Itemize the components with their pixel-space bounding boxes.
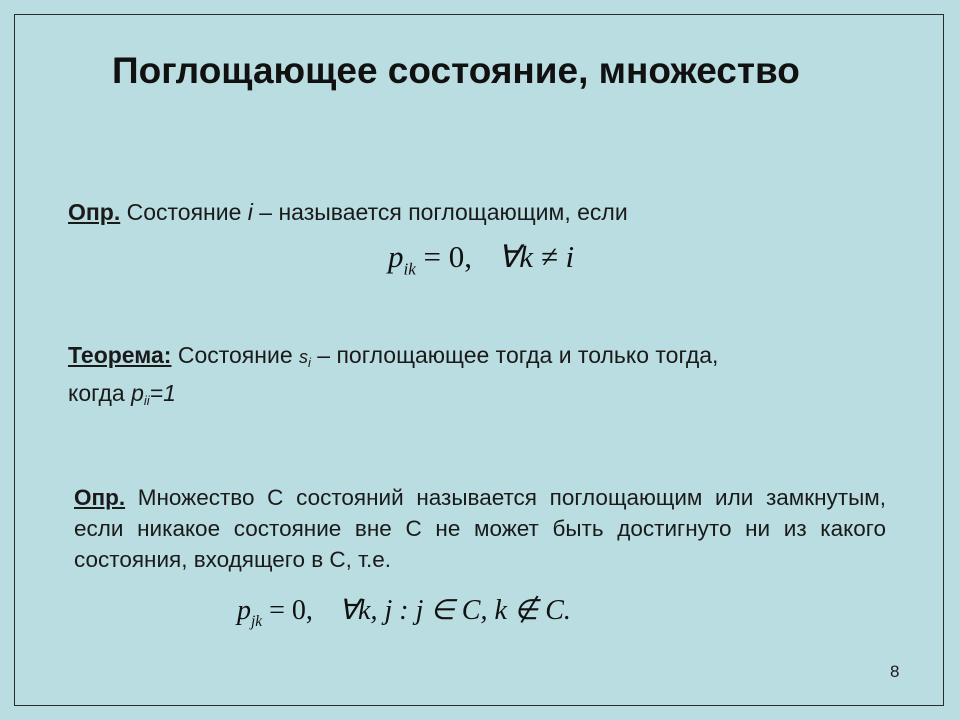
- theorem-var-sub: i: [308, 355, 311, 370]
- formula-p: p: [388, 239, 404, 274]
- formula-closed-set: [237, 593, 571, 631]
- theorem-block: [68, 340, 718, 416]
- slide-title: Поглощающее состояние, множество: [112, 50, 800, 91]
- page-number: 8: [890, 662, 900, 681]
- formula2-sub: jk: [251, 612, 263, 630]
- definition-absorbing-state: [68, 199, 628, 226]
- formula-rel: = 0,: [415, 239, 473, 274]
- theorem-p-sub: ii: [143, 393, 150, 408]
- formula-absorbing-state: [388, 239, 574, 280]
- formula-cond: ∀k ≠ i: [498, 239, 575, 274]
- theorem-line-2: [68, 378, 718, 416]
- theorem-label: Теорема:: [68, 342, 172, 368]
- definition-text-after: – называется поглощающим, если: [252, 199, 628, 225]
- theorem-p-rest: =1: [149, 380, 176, 406]
- theorem-line-1: [68, 340, 718, 378]
- theorem-line2-text: когда: [68, 380, 132, 406]
- formula-sub: ik: [403, 259, 416, 279]
- theorem-text-before: Состояние: [171, 342, 299, 368]
- formula2-p: p: [237, 595, 251, 626]
- definition-text-before: Состояние: [120, 199, 248, 225]
- theorem-text-mid: – поглощающее тогда и только тогда,: [310, 342, 719, 368]
- definition-label: Опр.: [68, 199, 121, 225]
- theorem-p: p: [131, 380, 144, 406]
- definition2-text: Множество С состояний называется поглощающим или замкнутым, если никакое состояние вне С не может быть достигнуто ни из какого состояния, входящего в С, т.е.: [74, 485, 886, 572]
- formula2-rel: = 0,: [262, 595, 313, 626]
- definition-var: i: [247, 199, 253, 225]
- definition2-label: Опр.: [74, 485, 126, 510]
- formula2-cond: ∀k, j : j ∈ C, k ∉ C.: [338, 595, 571, 626]
- definition-closed-set: [74, 482, 886, 575]
- theorem-var: s: [299, 347, 308, 367]
